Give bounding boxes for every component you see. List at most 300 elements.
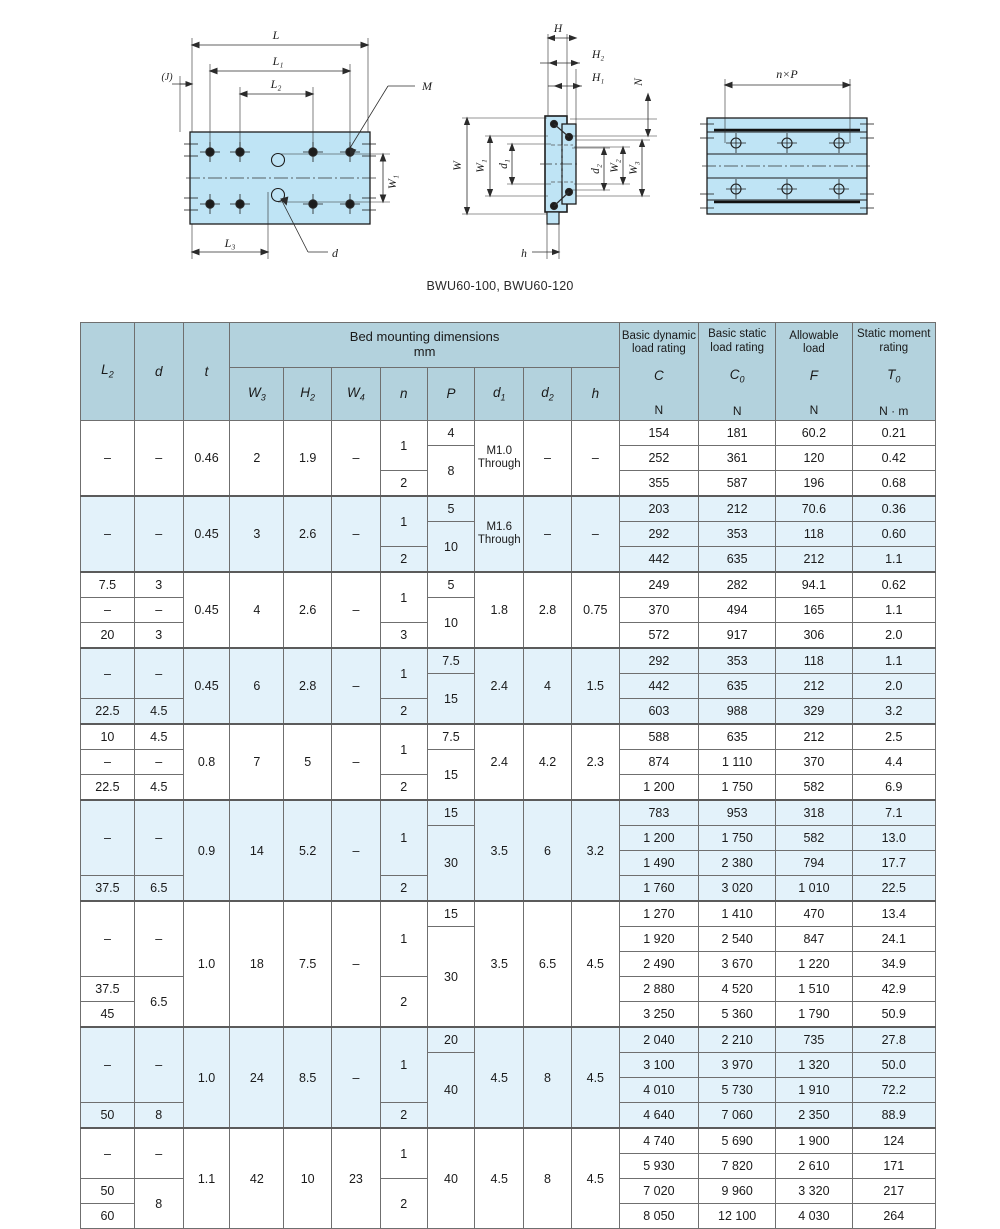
cell-F: 70.6 <box>776 496 852 522</box>
cell-n: 2 <box>380 699 427 725</box>
header-basic-static-title: Basic static load rating <box>708 328 767 355</box>
cell-H2: 5.2 <box>284 800 332 901</box>
cell-L2: 10 <box>81 724 135 750</box>
cell-C: 442 <box>619 547 698 573</box>
cell-d: 3 <box>134 623 183 649</box>
cell-P: 15 <box>427 800 475 826</box>
header-symbol-d2: $d_2$ <box>524 368 572 421</box>
cell-F: 212 <box>776 724 852 750</box>
cell-F: 120 <box>776 446 852 471</box>
cell-L2: – <box>81 1027 135 1103</box>
cell-C: 292 <box>619 648 698 674</box>
cell-T0: 2.5 <box>852 724 935 750</box>
cell-d: – <box>134 1128 183 1179</box>
header-symbol-d1: $d_1$ <box>475 368 524 421</box>
cell-d: 8 <box>134 1103 183 1129</box>
header-basic-static-symbol: $C_0$ <box>729 366 745 385</box>
cell-C: 4 740 <box>619 1128 698 1154</box>
cell-T0: 1.1 <box>852 648 935 674</box>
cell-L2: – <box>81 750 135 775</box>
cell-C: 8 050 <box>619 1204 698 1229</box>
cell-L2: – <box>81 598 135 623</box>
cell-P: 30 <box>427 927 475 1028</box>
label-N: N <box>633 78 645 86</box>
header-basic-dynamic-unit: N <box>654 402 664 417</box>
cell-t: 1.1 <box>183 1128 230 1229</box>
cell-L2: 45 <box>81 1002 135 1028</box>
cell-h: – <box>571 496 619 572</box>
cell-W4: – <box>332 496 381 572</box>
cell-C: 4 640 <box>619 1103 698 1129</box>
cell-C: 1 760 <box>619 876 698 902</box>
cell-d2: 2.8 <box>524 572 572 648</box>
figure-caption: BWU60-100, BWU60-120 <box>426 279 574 293</box>
cell-P: 7.5 <box>427 648 475 674</box>
cell-W4: – <box>332 1027 381 1128</box>
cell-n: 2 <box>380 547 427 573</box>
cell-t: 0.45 <box>183 572 230 648</box>
cell-F: 306 <box>776 623 852 649</box>
table-row <box>81 1027 936 1053</box>
cell-T0: 4.4 <box>852 750 935 775</box>
cell-L2: 22.5 <box>81 699 135 725</box>
header-basic-static-unit: N <box>732 403 742 418</box>
label-M: M <box>422 79 432 93</box>
cell-C0: 5 360 <box>699 1002 776 1028</box>
cell-F: 582 <box>776 826 852 851</box>
cell-d: 6.5 <box>134 876 183 902</box>
cell-F: 1 900 <box>776 1128 852 1154</box>
header-symbol-t: t <box>183 323 230 421</box>
cell-C0: 587 <box>699 471 776 497</box>
cell-C0: 7 060 <box>699 1103 776 1129</box>
cell-C0: 1 750 <box>699 775 776 801</box>
cell-T0: 217 <box>852 1179 935 1204</box>
cell-F: 794 <box>776 851 852 876</box>
cell-d: – <box>134 648 183 699</box>
cell-C: 572 <box>619 623 698 649</box>
cell-C0: 494 <box>699 598 776 623</box>
cell-P: 4 <box>427 421 475 446</box>
cell-C0: 3 020 <box>699 876 776 902</box>
cell-d2: – <box>524 421 572 497</box>
label-d1: d₁ <box>498 159 510 169</box>
cell-C: 249 <box>619 572 698 598</box>
label-W: W <box>452 161 464 171</box>
cell-F: 1 220 <box>776 952 852 977</box>
header-basic-dynamic-symbol: C <box>654 368 664 384</box>
table-row <box>81 901 936 927</box>
cell-T0: 0.60 <box>852 522 935 547</box>
header-bed-mounting <box>230 323 619 368</box>
drawings-area <box>0 0 1000 310</box>
cell-T0: 50.9 <box>852 1002 935 1028</box>
cell-n: 1 <box>380 496 427 547</box>
cell-T0: 7.1 <box>852 800 935 826</box>
cell-h: 4.5 <box>571 1027 619 1128</box>
cell-C: 4 010 <box>619 1078 698 1103</box>
cell-d: – <box>134 421 183 497</box>
cell-d: – <box>134 1027 183 1103</box>
cell-H2: 7.5 <box>284 901 332 1027</box>
cell-F: 118 <box>776 648 852 674</box>
cell-d: 4.5 <box>134 724 183 750</box>
label-d2: d₂ <box>590 164 602 174</box>
figure-cross-section <box>452 14 677 274</box>
cell-d: 6.5 <box>134 977 183 1028</box>
header-bed-mounting-unit: mm <box>413 344 436 359</box>
cell-t: 1.0 <box>183 1027 230 1128</box>
cell-n: 1 <box>380 724 427 775</box>
cell-h: 4.5 <box>571 1128 619 1229</box>
cell-F: 212 <box>776 674 852 699</box>
cell-C: 2 880 <box>619 977 698 1002</box>
cell-T0: 1.1 <box>852 547 935 573</box>
cell-C0: 1 110 <box>699 750 776 775</box>
header-basic-dynamic-title: Basic dynamic load rating <box>621 329 696 356</box>
cell-W3: 14 <box>230 800 284 901</box>
cell-T0: 264 <box>852 1204 935 1229</box>
cell-T0: 124 <box>852 1128 935 1154</box>
cell-d: 4.5 <box>134 775 183 801</box>
cell-d: – <box>134 901 183 977</box>
cell-T0: 13.0 <box>852 826 935 851</box>
cell-W3: 4 <box>230 572 284 648</box>
cell-C0: 353 <box>699 522 776 547</box>
cell-h: 0.75 <box>571 572 619 648</box>
cell-C0: 2 540 <box>699 927 776 952</box>
cell-C0: 2 210 <box>699 1027 776 1053</box>
cell-P: 15 <box>427 901 475 927</box>
cell-T0: 17.7 <box>852 851 935 876</box>
cell-L2: 50 <box>81 1103 135 1129</box>
cell-H2: 10 <box>284 1128 332 1229</box>
cell-F: 735 <box>776 1027 852 1053</box>
cell-P: 40 <box>427 1128 475 1229</box>
header-bed-mounting-title: Bed mounting dimensions <box>349 329 500 345</box>
cell-C0: 3 670 <box>699 952 776 977</box>
figure-pitch-view <box>692 50 917 240</box>
cell-F: 4 030 <box>776 1204 852 1229</box>
cell-C: 1 490 <box>619 851 698 876</box>
cell-P: 30 <box>427 826 475 902</box>
cell-d2: 4 <box>524 648 572 724</box>
cell-d1: M1.0 Through <box>475 421 524 497</box>
cell-n: 1 <box>380 800 427 876</box>
cell-T0: 0.62 <box>852 572 935 598</box>
cell-C: 1 200 <box>619 826 698 851</box>
cell-h: – <box>571 421 619 497</box>
cell-d: 3 <box>134 572 183 598</box>
cell-C0: 353 <box>699 648 776 674</box>
cell-H2: 1.9 <box>284 421 332 497</box>
header-row-group <box>81 323 936 368</box>
header-static-moment-unit: N · m <box>879 403 909 418</box>
cell-n: 2 <box>380 471 427 497</box>
cell-d1: 3.5 <box>475 901 524 1027</box>
cell-T0: 2.0 <box>852 623 935 649</box>
header-symbol-w3: $W_3$ <box>230 368 284 421</box>
cell-H2: 8.5 <box>284 1027 332 1128</box>
cell-C0: 5 730 <box>699 1078 776 1103</box>
cell-C0: 1 410 <box>699 901 776 927</box>
table-row <box>81 496 936 522</box>
table-row <box>81 572 936 598</box>
cell-L2: 50 <box>81 1179 135 1204</box>
cell-d2: 6 <box>524 800 572 901</box>
cell-T0: 50.0 <box>852 1053 935 1078</box>
cell-n: 2 <box>380 1179 427 1229</box>
cell-F: 60.2 <box>776 421 852 446</box>
cell-F: 470 <box>776 901 852 927</box>
cell-C: 588 <box>619 724 698 750</box>
cell-L2: – <box>81 421 135 497</box>
header-basic-dynamic-load <box>619 323 698 421</box>
cell-T0: 34.9 <box>852 952 935 977</box>
header-symbol-p: P <box>427 368 475 421</box>
header-symbol-h: h <box>571 368 619 421</box>
cell-C0: 2 380 <box>699 851 776 876</box>
cell-F: 2 610 <box>776 1154 852 1179</box>
cell-C: 154 <box>619 421 698 446</box>
cell-T0: 6.9 <box>852 775 935 801</box>
cell-C: 292 <box>619 522 698 547</box>
header-allowable-load <box>776 323 852 421</box>
cell-d2: 8 <box>524 1027 572 1128</box>
cell-P: 40 <box>427 1053 475 1129</box>
cell-T0: 0.21 <box>852 421 935 446</box>
cell-h: 2.3 <box>571 724 619 800</box>
cell-d2: 4.2 <box>524 724 572 800</box>
cell-P: 8 <box>427 446 475 497</box>
label-d: d <box>332 246 338 260</box>
cell-d2: 6.5 <box>524 901 572 1027</box>
cell-C: 203 <box>619 496 698 522</box>
cell-W4: – <box>332 724 381 800</box>
cell-d1: 2.4 <box>475 648 524 724</box>
cell-L2: 37.5 <box>81 977 135 1002</box>
cell-C0: 5 690 <box>699 1128 776 1154</box>
cell-L2: – <box>81 496 135 572</box>
cell-F: 1 010 <box>776 876 852 902</box>
cell-H2: 2.6 <box>284 572 332 648</box>
label-W1: W₁ <box>385 174 399 190</box>
cell-L2: – <box>81 901 135 977</box>
cell-L2: – <box>81 800 135 876</box>
label-nxP: n×P <box>776 67 798 81</box>
cell-C: 442 <box>619 674 698 699</box>
cell-T0: 3.2 <box>852 699 935 725</box>
cell-F: 582 <box>776 775 852 801</box>
cell-C: 874 <box>619 750 698 775</box>
cell-W4: – <box>332 901 381 1027</box>
cell-C0: 3 970 <box>699 1053 776 1078</box>
cell-F: 847 <box>776 927 852 952</box>
cell-C0: 953 <box>699 800 776 826</box>
table-row <box>81 648 936 674</box>
cell-t: 0.46 <box>183 421 230 497</box>
cell-C: 355 <box>619 471 698 497</box>
header-symbol-n: n <box>380 368 427 421</box>
cell-t: 0.9 <box>183 800 230 901</box>
cell-P: 15 <box>427 750 475 801</box>
table-row <box>81 724 936 750</box>
cell-F: 165 <box>776 598 852 623</box>
cell-C: 7 020 <box>619 1179 698 1204</box>
cell-C0: 282 <box>699 572 776 598</box>
cell-d1: 1.8 <box>475 572 524 648</box>
cell-d1: M1.6 Through <box>475 496 524 572</box>
cell-C0: 212 <box>699 496 776 522</box>
cell-n: 1 <box>380 901 427 977</box>
cell-T0: 27.8 <box>852 1027 935 1053</box>
cell-d: – <box>134 598 183 623</box>
cell-C: 5 930 <box>619 1154 698 1179</box>
label-L3: L₃ <box>224 236 236 250</box>
cell-W3: 24 <box>230 1027 284 1128</box>
cell-h: 1.5 <box>571 648 619 724</box>
cell-d2: – <box>524 496 572 572</box>
cell-n: 2 <box>380 775 427 801</box>
cell-T0: 0.68 <box>852 471 935 497</box>
label-W3: W₃ <box>628 161 640 175</box>
cell-L2: 60 <box>81 1204 135 1229</box>
cell-C: 3 250 <box>619 1002 698 1028</box>
header-basic-static-load <box>699 323 776 421</box>
cell-W3: 2 <box>230 421 284 497</box>
cell-C0: 635 <box>699 724 776 750</box>
cell-d: 4.5 <box>134 699 183 725</box>
cell-T0: 42.9 <box>852 977 935 1002</box>
cell-W3: 18 <box>230 901 284 1027</box>
cell-P: 5 <box>427 496 475 522</box>
cell-W4: – <box>332 800 381 901</box>
cell-d1: 4.5 <box>475 1027 524 1128</box>
table-row <box>81 800 936 826</box>
label-H2: H₂ <box>592 49 605 61</box>
label-J: (J) <box>161 72 173 83</box>
header-allowable-symbol: F <box>809 368 819 384</box>
cell-H2: 2.8 <box>284 648 332 724</box>
cell-C0: 988 <box>699 699 776 725</box>
cell-W3: 42 <box>230 1128 284 1229</box>
cell-C0: 9 960 <box>699 1179 776 1204</box>
cell-n: 2 <box>380 977 427 1028</box>
cell-d1: 4.5 <box>475 1128 524 1229</box>
cell-F: 196 <box>776 471 852 497</box>
cell-T0: 22.5 <box>852 876 935 902</box>
cell-F: 118 <box>776 522 852 547</box>
label-W1: W₁ <box>475 159 487 173</box>
label-h: h <box>521 248 527 260</box>
cell-P: 15 <box>427 674 475 725</box>
cell-L2: 7.5 <box>81 572 135 598</box>
cell-n: 1 <box>380 572 427 623</box>
label-L: L <box>272 28 280 42</box>
cell-d: – <box>134 750 183 775</box>
cell-C: 3 100 <box>619 1053 698 1078</box>
cell-d: – <box>134 800 183 876</box>
cell-C: 252 <box>619 446 698 471</box>
label-W2: W₂ <box>609 159 621 173</box>
cell-W4: – <box>332 648 381 724</box>
cell-C0: 1 750 <box>699 826 776 851</box>
cell-C0: 917 <box>699 623 776 649</box>
cell-n: 1 <box>380 421 427 471</box>
specification-table <box>80 322 936 1229</box>
cell-n: 3 <box>380 623 427 649</box>
cell-W3: 7 <box>230 724 284 800</box>
cell-W4: 23 <box>332 1128 381 1229</box>
cell-T0: 2.0 <box>852 674 935 699</box>
cell-L2: 22.5 <box>81 775 135 801</box>
cell-T0: 0.42 <box>852 446 935 471</box>
cell-C0: 181 <box>699 421 776 446</box>
specification-table-wrap <box>80 322 936 1229</box>
cell-t: 0.45 <box>183 496 230 572</box>
cell-C0: 635 <box>699 547 776 573</box>
cell-P: 10 <box>427 522 475 573</box>
header-static-moment <box>852 323 935 421</box>
cell-L2: 20 <box>81 623 135 649</box>
cell-T0: 88.9 <box>852 1103 935 1129</box>
cell-F: 318 <box>776 800 852 826</box>
cell-T0: 0.36 <box>852 496 935 522</box>
cell-L2: – <box>81 1128 135 1179</box>
table-head <box>81 323 936 421</box>
cell-F: 370 <box>776 750 852 775</box>
cell-F: 1 790 <box>776 1002 852 1028</box>
cell-C: 370 <box>619 598 698 623</box>
cell-F: 3 320 <box>776 1179 852 1204</box>
header-symbol-w4: $W_4$ <box>332 368 381 421</box>
cell-W4: – <box>332 572 381 648</box>
table-row <box>81 1128 936 1154</box>
cell-F: 1 510 <box>776 977 852 1002</box>
cell-W3: 3 <box>230 496 284 572</box>
cell-d1: 3.5 <box>475 800 524 901</box>
cell-C: 783 <box>619 800 698 826</box>
cell-T0: 1.1 <box>852 598 935 623</box>
cell-h: 4.5 <box>571 901 619 1027</box>
cell-h: 3.2 <box>571 800 619 901</box>
header-symbol-l2: $L_2$ <box>81 323 135 421</box>
table-body <box>81 421 936 1229</box>
cell-W4: – <box>332 421 381 497</box>
cell-F: 329 <box>776 699 852 725</box>
cell-T0: 13.4 <box>852 901 935 927</box>
cell-n: 2 <box>380 1103 427 1129</box>
cell-d2: 8 <box>524 1128 572 1229</box>
cell-F: 1 910 <box>776 1078 852 1103</box>
cell-C: 1 920 <box>619 927 698 952</box>
header-allowable-title: Allowable load <box>789 329 839 356</box>
label-H: H <box>553 23 563 35</box>
cell-n: 1 <box>380 1027 427 1103</box>
cell-P: 20 <box>427 1027 475 1053</box>
cell-F: 94.1 <box>776 572 852 598</box>
cell-T0: 72.2 <box>852 1078 935 1103</box>
cell-T0: 171 <box>852 1154 935 1179</box>
cell-C: 2 040 <box>619 1027 698 1053</box>
cell-C0: 12 100 <box>699 1204 776 1229</box>
cell-P: 7.5 <box>427 724 475 750</box>
header-allowable-unit: N <box>809 402 819 417</box>
cell-P: 10 <box>427 598 475 649</box>
label-L2: L₂ <box>270 77 282 91</box>
cell-t: 0.8 <box>183 724 230 800</box>
label-L1: L₁ <box>272 54 284 68</box>
